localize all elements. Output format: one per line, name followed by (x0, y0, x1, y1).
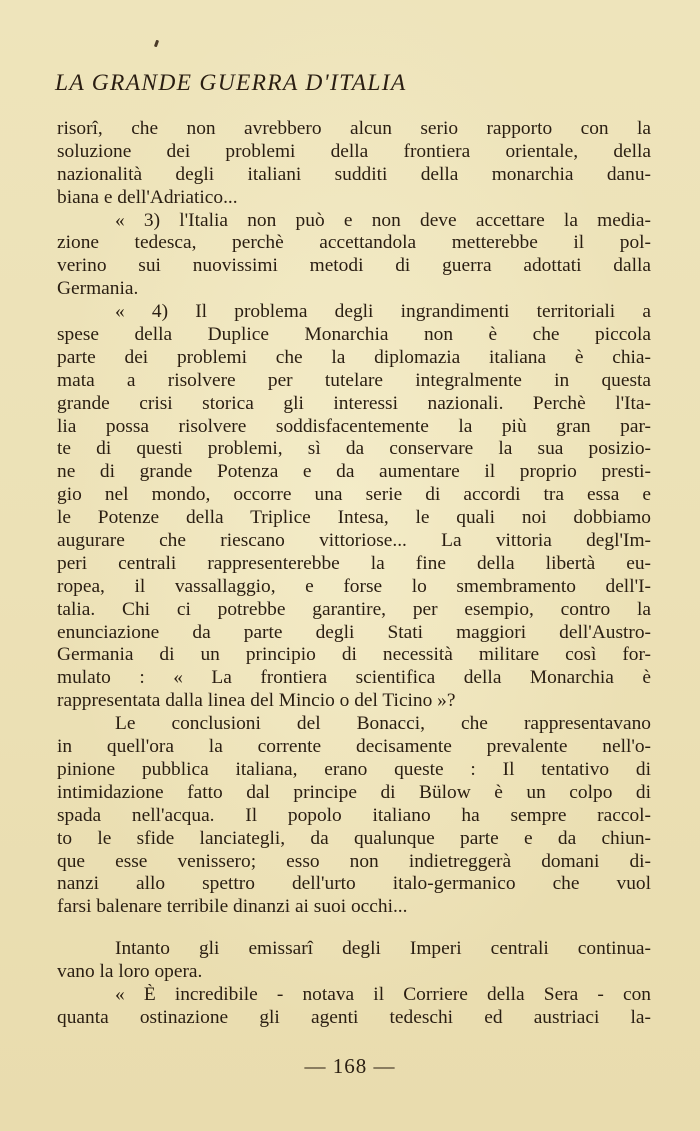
text-line: te di questi problemi, sì da conservare la sua posizio- (57, 438, 651, 460)
text-line: enunciazione da parte degli Stati maggiori dell'Austro- (57, 621, 651, 643)
text-line: verino sui nuovissimi metodi di guerra adottati dalla (57, 255, 651, 277)
body-text-lower (57, 938, 651, 1030)
text-line: Intanto gli emissarî degli Imperi centrali continua- (115, 938, 651, 959)
text-line: risorî, che non avrebbero alcun serio rapporto con la (57, 118, 651, 139)
text-line: zione tedesca, perchè accettandola metterebbe il pol- (57, 232, 651, 254)
text-line: talia. Chi ci potrebbe garantire, per esempio, contro la (57, 598, 651, 620)
text-line: quanta ostinazione gli agenti tedeschi ed austriaci la- (57, 1006, 651, 1028)
text-line: spese della Duplice Monarchia non è che piccola (57, 324, 651, 346)
text-line: intimidazione fatto dal principe di Bülow è un colpo di (57, 781, 651, 803)
text-line: parte dei problemi che la diplomazia italiana è chia- (57, 346, 651, 368)
text-line: grande crisi storica gli interessi nazionali. Perchè l'Ita- (57, 392, 651, 414)
text-line: le Potenze della Triplice Intesa, le quali noi dobbiamo (57, 507, 651, 529)
page-number: — 168 — (304, 1054, 396, 1078)
text-line: Germania di un principio di necessità militare così for- (57, 644, 651, 666)
text-line: nazionalità degli italiani sudditi della monarchia danu- (57, 163, 651, 185)
text-line: vano la loro opera. (57, 960, 203, 982)
text-line: pinione pubblica italiana, erano queste : Il tentativo di (57, 758, 651, 780)
running-head: LA GRANDE GUERRA D'ITALIA (55, 70, 407, 96)
text-line: mulato : « La frontiera scientifica della Monarchia è (57, 667, 651, 689)
text-line: peri centrali rappresenterebbe la fine della libertà eu- (57, 552, 651, 574)
text-line: augurare che riescano vittoriose... La vittoria degl'Im- (57, 530, 651, 552)
text-line: nanzi allo spettro dell'urto italo-germanico che vuol (57, 873, 651, 895)
text-line: in quell'ora la corrente decisamente prevalente nell'o- (57, 736, 651, 758)
text-line: « È incredibile - notava il Corriere della Sera - con (115, 983, 651, 1005)
text-line: spada nell'acqua. Il popolo italiano ha sempre raccol- (57, 804, 651, 826)
body-text-upper (57, 118, 651, 919)
text-line: gio nel mondo, occorre una serie di accordi tra essa e (57, 484, 651, 506)
text-line: soluzione dei problemi della frontiera orientale, della (57, 140, 651, 162)
text-line: to le sfide lanciategli, da qualunque parte e da chiun- (57, 827, 651, 849)
text-line: ne di grande Potenza e da aumentare il proprio presti- (57, 461, 651, 483)
text-line: biana e dell'Adriatico... (57, 186, 238, 208)
text-line: « 3) l'Italia non può e non deve accettare la media- (115, 209, 651, 231)
text-line: Le conclusioni del Bonacci, che rappresentavano (115, 713, 651, 735)
text-line: farsi balenare terribile dinanzi ai suoi occhi... (57, 896, 408, 918)
text-line: mata a risolvere per tutelare integralmente in questa (57, 369, 651, 391)
ink-speck (154, 40, 159, 48)
text-line: « 4) Il problema degli ingrandimenti territoriali a (115, 301, 651, 323)
text-line: lia possa risolvere soddisfacentemente la più gran par- (57, 415, 651, 437)
text-line: ropea, il vassallaggio, e forse lo smembramento dell'I- (57, 575, 651, 597)
text-line: rappresentata dalla linea del Mincio o del Ticino »? (57, 690, 456, 712)
text-line: que esse venissero; esso non indietreggerà domani di- (57, 850, 651, 872)
text-line: Germania. (57, 278, 139, 300)
